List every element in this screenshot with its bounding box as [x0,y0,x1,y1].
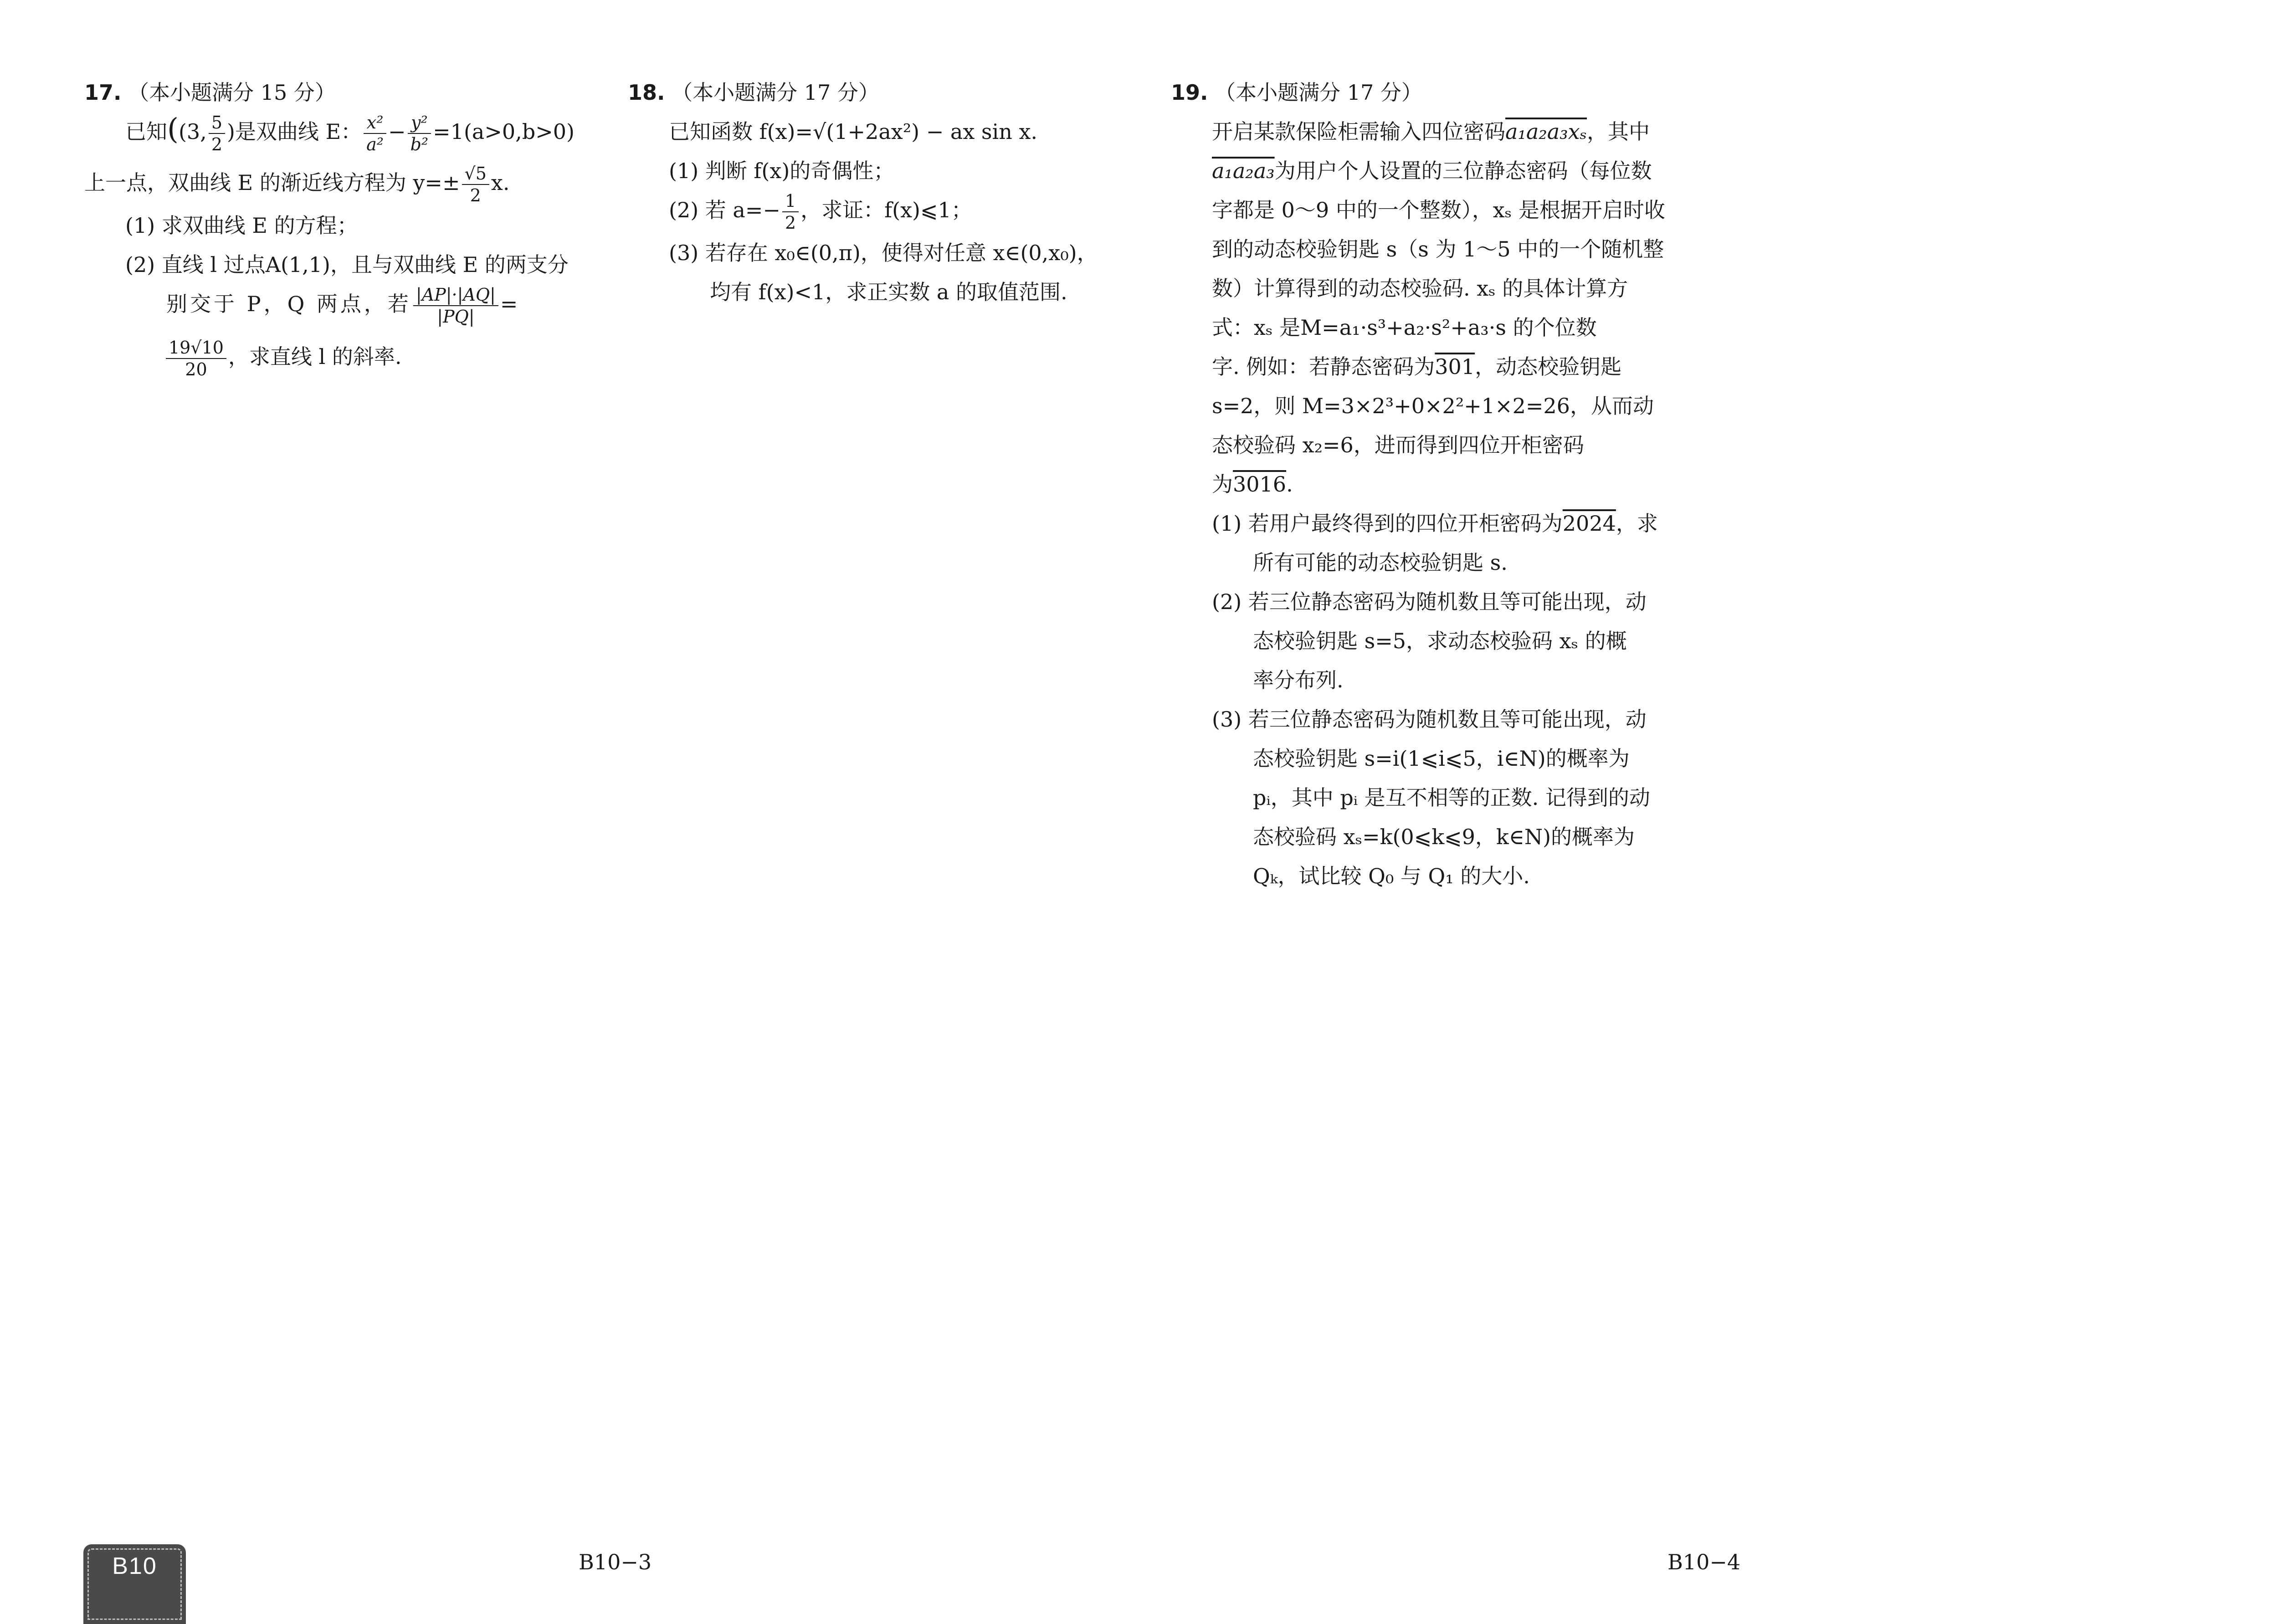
question-19-line-10 [1171,465,1699,504]
question-19-part-2-line-2: 态校验钥匙 s=5，求动态校验码 xₛ 的概 [1253,629,1627,653]
question-18-part-2 [628,190,1165,233]
question-17-stem-line-1 [84,112,599,155]
question-18-part-1: (1) 判断 f(x)的奇偶性； [669,159,895,183]
question-19-part-3-line-2: 态校验钥匙 s=i(1⩽i⩽5，i∈N)的概率为 [1253,746,1630,771]
question-19-part-1-line-2: 所有可能的动态校验钥匙 s. [1253,550,1508,575]
page-number-right: B10−4 [1667,1550,1741,1574]
text: =1(a>0,b>0) [433,119,575,144]
question-17-part-2-line-3 [84,337,599,380]
numerator: x² [364,112,386,134]
question-19-part-3-line-4: 态校验码 xₛ=k(0⩽k⩽9，k∈N)的概率为 [1253,825,1635,849]
question-19-line-8: s=2，则 M=3×2³+0×2²+1×2=26，从而动 [1212,394,1654,418]
question-17-header [84,73,599,112]
question-18-part-3-line-1: (3) 若存在 x₀∈(0,π)，使得对任意 x∈(0,x₀)， [669,241,1098,265]
question-19-line-3: 字都是 0～9 中的一个整数），xₛ 是根据开启时收 [1212,198,1665,222]
text: (3, [178,119,207,144]
text: ，动态校验钥匙 [1475,354,1622,379]
question-number: 18. [628,80,665,105]
text: 上一点，双曲线 E 的渐近线方程为 y=± [84,170,460,195]
text: ，其中 [1587,119,1650,144]
question-17-part-1: (1) 求双曲线 E 的方程； [125,213,358,238]
question-18-stem: 已知函数 f(x)=√(1+2ax²) − ax sin x. [669,119,1038,144]
fraction [413,284,498,327]
text: )是双曲线 E： [227,119,362,144]
question-19-line-5: 数）计算得到的动态校验码. xₛ 的具体计算方 [1212,276,1628,301]
question-19-part-3-line-3: pᵢ，其中 pᵢ 是互不相等的正数. 记得到的动 [1253,785,1650,810]
text: x. [491,170,510,195]
numerator: 1 [782,190,799,212]
overlined-code: 2024 [1562,511,1616,536]
question-19-line-1 [1171,112,1699,151]
denominator: b² [410,134,429,154]
question-17-stem-line-2 [84,163,599,206]
text: 为 [1212,472,1233,497]
numerator: y² [408,112,431,134]
denominator: a² [366,134,384,154]
text: 字. 例如：若静态密码为 [1212,354,1435,379]
overlined-code: 301 [1435,354,1475,379]
fraction [209,112,225,155]
fraction [408,112,431,155]
overlined-code: a₁a₂a₃xₛ [1505,119,1587,144]
text: = [500,292,521,316]
question-17-part-2-line-1: (2) 直线 l 过点A(1,1)，且与双曲线 E 的两支分 [125,252,569,277]
text: ，求证：f(x)⩽1； [800,198,972,222]
numerator: 19√10 [166,337,226,359]
text: . [1286,472,1293,497]
fraction [782,190,799,233]
paren: ( [167,113,179,146]
question-19-line-7 [1171,347,1699,386]
question-19-line-4: 到的动态校验钥匙 s（s 为 1～5 中的一个随机整 [1212,237,1664,261]
text: ，求 [1616,511,1658,536]
numerator: |AP|·|AQ| [413,284,498,306]
booklet-badge [83,1544,186,1624]
booklet-badge-label: B10 [112,1553,157,1579]
question-19-part-2-line-1: (2) 若三位静态密码为随机数且等可能出现，动 [1212,589,1647,614]
score-note: （本小题满分 17 分） [1215,80,1422,105]
question-number: 19. [1171,80,1208,105]
question-19-part-1-line-1 [1171,504,1699,543]
denominator: 20 [185,359,207,379]
denominator: |PQ| [437,307,475,327]
numerator: 5 [209,112,225,134]
denominator: 2 [211,134,222,154]
denominator: 2 [785,213,796,233]
page-number-left: B10−3 [579,1550,652,1574]
question-19-line-6: 式：xₛ 是M=a₁·s³+a₂·s²+a₃·s 的个位数 [1212,315,1597,340]
question-18-header [628,73,1165,112]
fraction [166,337,226,380]
question-number: 17. [84,80,122,105]
score-note: （本小题满分 15 分） [128,80,336,105]
text: 已知 [125,119,167,144]
question-19-part-3-line-1: (3) 若三位静态密码为随机数且等可能出现，动 [1212,707,1647,732]
question-18-part-3-line-2: 均有 f(x)<1，求正实数 a 的取值范围. [710,280,1067,304]
numerator: √5 [462,163,489,185]
question-18 [628,73,1165,312]
denominator: 2 [470,185,481,205]
score-note: （本小题满分 17 分） [672,80,879,105]
text: 开启某款保险柜需输入四位密码 [1212,119,1505,144]
question-19-header [1171,73,1699,112]
question-17 [84,73,599,380]
text: (1) 若用户最终得到的四位开柜密码为 [1212,511,1563,536]
question-17-part-2-line-2 [84,284,599,327]
overlined-code: a₁a₂a₃ [1212,159,1275,183]
overlined-code: 3016 [1233,472,1287,497]
question-19-part-3-line-5: Qₖ，试比较 Q₀ 与 Q₁ 的大小. [1253,864,1530,888]
fraction [364,112,386,155]
text: − [388,119,406,144]
question-19 [1171,73,1699,896]
question-19-line-2 [1171,151,1699,190]
text: ，求直线 l 的斜率. [228,344,402,369]
question-19-part-2-line-3: 率分布列. [1253,668,1344,692]
text: 别交于 P，Q 两点，若 [166,292,411,316]
text: (2) 若 a=− [669,198,780,222]
question-19-line-9: 态校验码 x₂=6，进而得到四位开柜密码 [1212,433,1584,457]
fraction [462,163,489,206]
text: 为用户个人设置的三位静态密码（每位数 [1274,159,1652,183]
